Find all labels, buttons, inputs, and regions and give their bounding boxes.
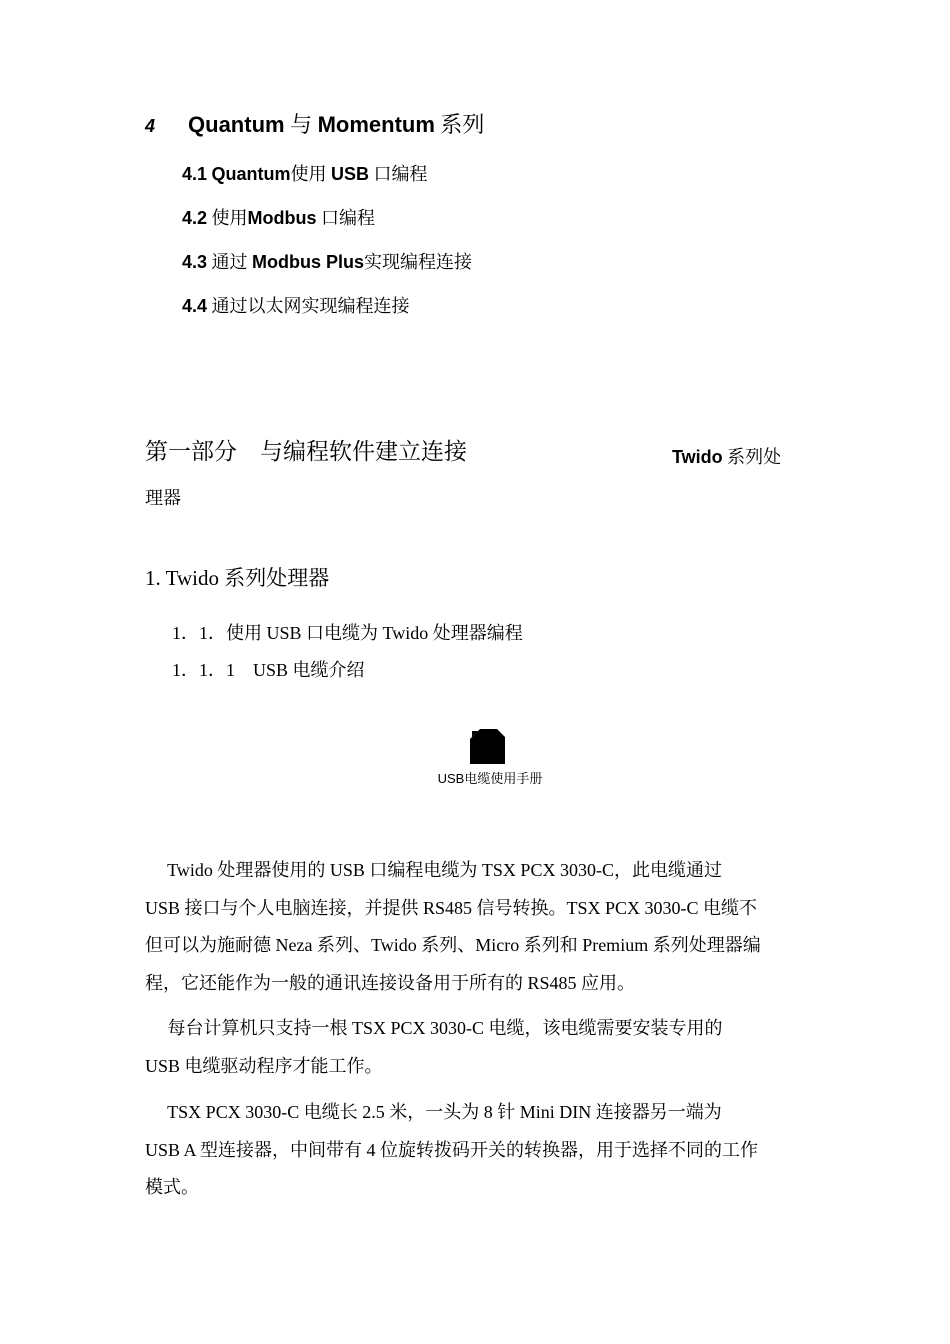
toc-chapter-en2: Momentum — [317, 112, 435, 137]
body-paragraph — [145, 1010, 800, 1085]
toc-chapter-zh1: 与 — [290, 112, 313, 137]
section-heading: 1. Twido 系列处理器 — [145, 566, 330, 590]
toc-chapter-en1: Quantum — [188, 112, 285, 137]
part-title: 第一部分 与编程软件建立连接 — [145, 439, 467, 464]
toc-item-text: Modbus Plus — [252, 252, 365, 272]
part-title-wrap: 理器 — [145, 488, 181, 508]
subsubsection-heading: 1．1．1 USB 电缆介绍 — [172, 660, 365, 680]
toc-item-text: 通过以太网实现编程连接 — [211, 296, 410, 316]
toc-item-text: Modbus — [247, 208, 317, 228]
toc-item-text: Quantum — [211, 164, 291, 184]
toc-chapter-heading[interactable] — [145, 110, 484, 141]
toc-item-number: 4.4 — [182, 296, 208, 316]
body-paragraph — [145, 1094, 800, 1207]
toc-item-text: USB — [331, 164, 370, 184]
part-title-right-zh: 系列处 — [727, 447, 782, 467]
toc-item-text: 实现编程连接 — [364, 252, 473, 272]
paragraph-line: 每台计算机只支持一根 TSX PCX 3030-C 电缆，该电缆需要安装专用的 — [145, 1018, 723, 1038]
figure-caption: USB电缆使用手册 — [437, 771, 543, 786]
part-title-right — [672, 444, 781, 470]
document-icon[interactable] — [470, 729, 505, 764]
paragraph-line: Twido 处理器使用的 USB 口编程电缆为 TSX PCX 3030-C，此电缆通过 — [145, 860, 722, 880]
body-paragraph — [145, 852, 800, 1002]
paragraph-line: 但可以为施耐德 Neza 系列、Twido 系列、Micro 系列和 Premium 系列处理器编 — [145, 935, 761, 955]
toc-item-text: 口编程 — [321, 208, 376, 228]
toc-chapter-number: 4 — [145, 116, 156, 136]
toc-item-text: 通过 — [211, 252, 248, 272]
toc-item-number: 4.2 — [182, 208, 208, 228]
toc-chapter-zh2: 系列 — [440, 112, 485, 137]
paragraph-line: USB A 型连接器，中间带有 4 位旋转拨码开关的转换器，用于选择不同的工作 — [145, 1139, 759, 1160]
toc-item-4-1[interactable] — [182, 161, 428, 187]
subsection-heading: 1．1．使用 USB 口电缆为 Twido 处理器编程 — [172, 623, 523, 643]
paragraph-line: USB 电缆驱动程序才能工作。 — [145, 1055, 383, 1076]
toc-item-4-2[interactable] — [182, 205, 375, 231]
toc-item-4-3[interactable] — [182, 249, 472, 275]
part-title-right-en: Twido — [672, 447, 723, 467]
toc-item-text: 使用 — [211, 208, 248, 228]
toc-item-number: 4.1 — [182, 164, 208, 184]
toc-item-text: 口编程 — [373, 164, 428, 184]
paragraph-line: TSX PCX 3030-C 电缆长 2.5 米，一头为 8 针 Mini DIN 连接器另一端为 — [145, 1102, 722, 1122]
paragraph-line: 程，它还能作为一般的通讯连接设备用于所有的 RS485 应用。 — [145, 972, 636, 993]
paragraph-line: USB 接口与个人电脑连接，并提供 RS485 信号转换。TSX PCX 3030-C 电缆不 — [145, 897, 758, 918]
toc-item-number: 4.3 — [182, 252, 208, 272]
paragraph-line: 模式。 — [145, 1177, 199, 1197]
toc-item-4-4[interactable] — [182, 293, 410, 319]
toc-item-text: 使用 — [290, 164, 327, 184]
